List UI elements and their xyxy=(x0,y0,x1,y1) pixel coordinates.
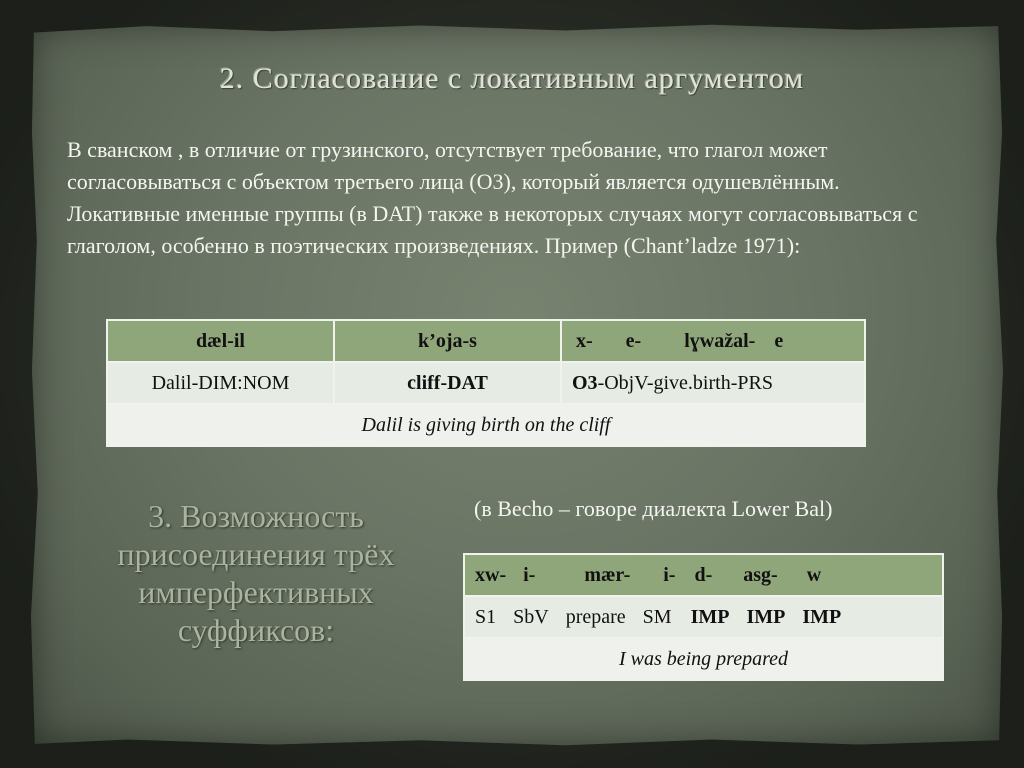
morpheme: mær- xyxy=(584,563,631,586)
gloss-rest: -ObjV-give.birth-PRS xyxy=(597,371,773,394)
table-cell xyxy=(464,596,943,638)
morpheme: d- xyxy=(694,563,713,586)
morpheme: e- xyxy=(625,329,642,352)
morpheme: xw- xyxy=(475,563,507,586)
table-row xyxy=(464,638,943,680)
table-cell xyxy=(561,320,865,362)
gloss-table-1 xyxy=(106,319,866,447)
section-line: присоединения трёх xyxy=(117,536,395,572)
gloss-table-2 xyxy=(463,553,944,681)
translation-cell: Dalil is giving birth on the cliff xyxy=(107,404,865,446)
morpheme: lɣwažal- xyxy=(684,329,756,352)
gloss: S1 xyxy=(475,605,497,628)
morpheme: x- xyxy=(576,329,593,352)
table-cell: k’oja-s xyxy=(334,320,561,362)
gloss-o3: O3 xyxy=(572,371,598,394)
gloss: SM xyxy=(642,605,672,628)
morpheme: i- xyxy=(523,563,536,586)
section-line: 3. Возможность xyxy=(148,498,364,534)
gloss: IMP xyxy=(746,605,786,628)
gloss: IMP xyxy=(690,605,730,628)
table-cell xyxy=(464,554,943,596)
table-row xyxy=(107,362,865,404)
body-paragraph: В сванском , в отличие от грузинского, отсутствует требование, что глагол может согласовываться с объектом третьего лица (O3), который является одушевлённым. Локативные именные группы (в DAT) также в некоторых случаях могут согласовываться с глаголом, особенно в поэтических произведениях. Пример (Chant’ladze 1971): xyxy=(67,137,918,258)
table-cell xyxy=(561,362,865,404)
table-cell: cliff-DAT xyxy=(334,362,561,404)
gloss: prepare xyxy=(565,605,626,628)
table-row xyxy=(464,596,943,638)
section-line: суффиксов: xyxy=(177,612,335,648)
gloss: IMP xyxy=(802,605,842,628)
table-cell: dæl-il xyxy=(107,320,334,362)
table-row xyxy=(107,404,865,446)
morpheme: w xyxy=(806,563,822,586)
section-line: имперфективных xyxy=(138,574,374,610)
morpheme: e xyxy=(774,329,784,352)
table-row xyxy=(107,320,865,362)
dialect-note: (в Becho – говоре диалекта Lower Bal) xyxy=(474,496,833,521)
morpheme: asg- xyxy=(743,563,778,586)
slide-title: 2. Согласование с локативным аргументом xyxy=(219,62,805,95)
translation-cell: I was being prepared xyxy=(464,638,943,680)
gloss: SbV xyxy=(513,605,549,628)
table-row xyxy=(464,554,943,596)
section-3-heading xyxy=(80,497,432,649)
table-cell: Dalil-DIM:NOM xyxy=(107,362,334,404)
morpheme: i- xyxy=(663,563,676,586)
